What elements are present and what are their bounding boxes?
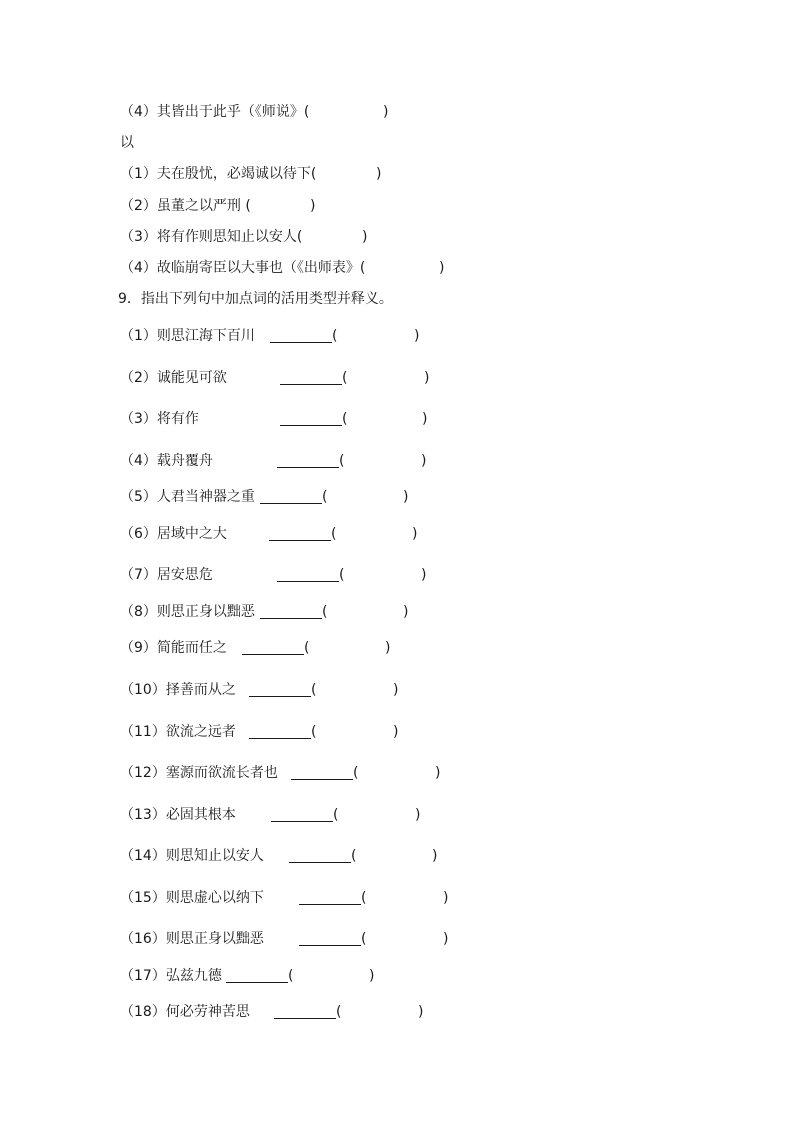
q9-5-answer-blank[interactable] — [260, 489, 322, 504]
q9-6-text: （6）居域中之大 — [120, 526, 227, 542]
q9-3-open-paren: ( — [342, 411, 348, 427]
q9-4-answer-blank[interactable] — [277, 453, 339, 468]
q9-3-answer-blank[interactable] — [280, 411, 342, 426]
q9-18-answer-blank[interactable] — [274, 1004, 336, 1019]
q9-8-text: （8）则思正身以黜恶 — [120, 604, 255, 620]
q9-18-close-paren: ) — [418, 1004, 424, 1020]
q8-zhi-4-text: （4）其皆出于此乎（《师说》( — [120, 104, 310, 120]
q9-16-text: （16）则思正身以黜恶 — [120, 931, 264, 947]
q9-title-text: 9．指出下列句中加点词的活用类型并释义。 — [118, 291, 393, 307]
q9-18-text: （18）何必劳神苦思 — [120, 1004, 250, 1020]
q8-yi-4-close-paren: ) — [439, 260, 445, 276]
q9-13-open-paren: ( — [333, 807, 339, 823]
q9-7-close-paren: ) — [421, 567, 427, 583]
q9-14-answer-blank[interactable] — [289, 848, 351, 863]
q9-11-open-paren: ( — [311, 724, 317, 740]
q9-2-close-paren: ) — [424, 370, 430, 386]
q9-10-close-paren: ) — [393, 682, 399, 698]
q9-17-close-paren: ) — [369, 968, 375, 984]
q9-4-text: （4）载舟覆舟 — [120, 453, 213, 469]
q9-13-close-paren: ) — [415, 807, 421, 823]
q9-16-answer-blank[interactable] — [299, 931, 361, 946]
q9-11-text: （11）欲流之远者 — [120, 724, 236, 740]
q9-12-answer-blank[interactable] — [291, 765, 353, 780]
q9-9-answer-blank[interactable] — [242, 640, 304, 655]
q9-15-open-paren: ( — [361, 890, 367, 906]
q9-2-open-paren: ( — [342, 370, 348, 386]
q9-10-open-paren: ( — [311, 682, 317, 698]
q9-12-open-paren: ( — [353, 765, 359, 781]
q8-yi-1-text: （1）夫在殷忧，必竭诚以待下( — [120, 166, 317, 182]
q8-yi-3-text: （3）将有作则思知止以安人( — [120, 229, 303, 245]
q9-1-text: （1）则思江海下百川 — [120, 328, 255, 344]
q9-11-close-paren: ) — [393, 724, 399, 740]
q9-2-text: （2）诚能见可欲 — [120, 370, 227, 386]
q9-6-open-paren: ( — [331, 526, 337, 542]
q8-yi-2-close-paren: ) — [310, 198, 316, 214]
q9-13-text: （13）必固其根本 — [120, 807, 236, 823]
q9-1-close-paren: ) — [414, 328, 420, 344]
q9-9-close-paren: ) — [385, 640, 391, 656]
q9-17-text: （17）弘兹九德 — [120, 968, 222, 984]
q9-12-text: （12）塞源而欲流长者也 — [120, 765, 278, 781]
q9-15-answer-blank[interactable] — [299, 890, 361, 905]
q8-zhi-4-close-paren: ) — [383, 104, 389, 120]
q9-3-text: （3）将有作 — [120, 411, 199, 427]
q8-yi-3-close-paren: ) — [362, 229, 368, 245]
q9-17-answer-blank[interactable] — [226, 968, 288, 983]
q9-1-answer-blank[interactable] — [270, 328, 332, 343]
q9-13-answer-blank[interactable] — [271, 807, 333, 822]
q9-17-open-paren: ( — [288, 968, 294, 984]
q9-9-text: （9）简能而任之 — [120, 640, 227, 656]
q9-5-open-paren: ( — [322, 489, 328, 505]
q9-12-close-paren: ) — [435, 765, 441, 781]
q8-yi-1-close-paren: ) — [376, 166, 382, 182]
q9-14-text: （14）则思知止以安人 — [120, 848, 264, 864]
q9-10-text: （10）择善而从之 — [120, 682, 236, 698]
q9-16-open-paren: ( — [361, 931, 367, 947]
q8-yi-4-text: （4）故临崩寄臣以大事也（《出师表》( — [120, 260, 366, 276]
q9-14-close-paren: ) — [432, 848, 438, 864]
q9-8-open-paren: ( — [322, 604, 328, 620]
q9-6-close-paren: ) — [412, 526, 418, 542]
q9-7-text: （7）居安思危 — [120, 567, 213, 583]
q8-yi-2-text: （2）虽董之以严刑 ( — [120, 198, 251, 214]
q9-4-close-paren: ) — [421, 453, 427, 469]
q9-18-open-paren: ( — [336, 1004, 342, 1020]
q9-9-open-paren: ( — [304, 640, 310, 656]
q9-8-close-paren: ) — [403, 604, 409, 620]
q9-10-answer-blank[interactable] — [249, 682, 311, 697]
q9-5-text: （5）人君当神器之重 — [120, 489, 255, 505]
q9-11-answer-blank[interactable] — [249, 724, 311, 739]
q9-16-close-paren: ) — [443, 931, 449, 947]
q9-15-text: （15）则思虚心以纳下 — [120, 890, 264, 906]
q9-5-close-paren: ) — [403, 489, 409, 505]
q8-heading-yi-text: 以 — [120, 135, 134, 151]
q9-2-answer-blank[interactable] — [280, 370, 342, 385]
q9-3-close-paren: ) — [422, 411, 428, 427]
q9-6-answer-blank[interactable] — [269, 526, 331, 541]
q9-7-answer-blank[interactable] — [277, 567, 339, 582]
q9-15-close-paren: ) — [443, 890, 449, 906]
q9-1-open-paren: ( — [332, 328, 338, 344]
q9-14-open-paren: ( — [351, 848, 357, 864]
q9-7-open-paren: ( — [339, 567, 345, 583]
q9-8-answer-blank[interactable] — [260, 604, 322, 619]
q9-4-open-paren: ( — [339, 453, 345, 469]
